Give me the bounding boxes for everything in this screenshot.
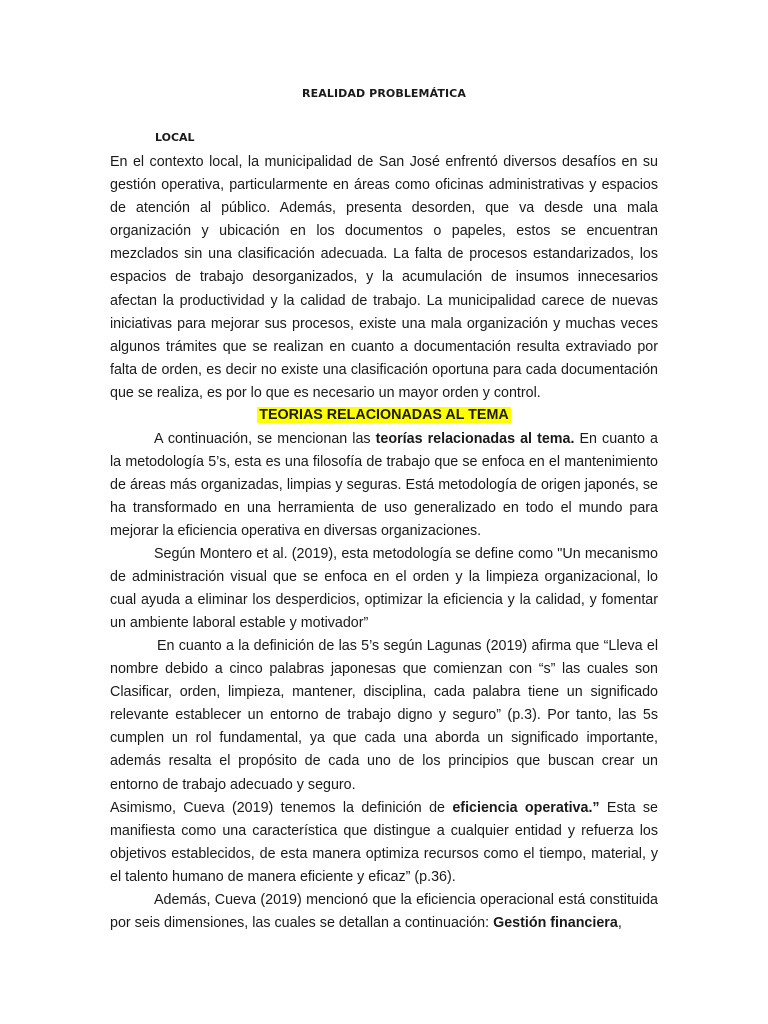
paragraph-theories-intro: [110, 428, 658, 543]
section-heading-row: [110, 405, 658, 426]
section-heading-theories: TEORIAS RELACIONADAS AL TEMA: [259, 407, 509, 423]
paragraph-operational-efficiency: [110, 797, 658, 889]
paragraph-local-context: En el contexto local, la municipalidad de San José enfrentó diversos desafíos en su gestión operativa, particularmente en áreas como oficinas administrativas y espacios de atención al público. Además, presenta desorden, que va desde una mala organización y ubicación en los documentos o papeles, estos se encuentran mezclados sin una clasificación adecuada. La falta de procesos estandarizados, los espacios de trabajo desorganizados, y la acumulación de insumos innecesarios afectan la productividad y la calidad de trabajo. La municipalidad carece de nuevas iniciativas para mejorar sus procesos, existe una mala organización y muchas veces algunos trámites que se realizan en cuanto a documentación resulta extraviado por falta de orden, es decir no existe una clasificación oportuna para cada documentación que se realiza, es por lo que es necesario un mayor orden y control.: [110, 154, 658, 401]
paragraph-lagunas-definition: En cuanto a la definición de las 5’s según Lagunas (2019) afirma que “Lleva el nombre debido a cinco palabras japonesas que comienzan con “s” las cuales son Clasificar, orden, limpieza, mantener, disciplina, cada palabra tiene un significado relevante establecer un entorno de trabajo digno y seguro” (p.3). Por tanto, las 5s cumplen un rol fundamental, ya que cada una aborda un significado importante, además resalta el propósito de cada uno de los principios que buscan crear un entorno de trabajo adecuado y seguro.: [110, 638, 658, 793]
paragraph-montero-definition: Según Montero et al. (2019), esta metodología se define como "Un mecanismo de administración visual que se enfoca en el orden y la limpieza organizacional, lo cual ayuda a eliminar los desperdicios, optimizar la eficiencia y la calidad, y fomentar un ambiente laboral estable y motivador”: [110, 546, 658, 632]
bold-phrase-financial-management: Gestión financiera: [493, 915, 618, 932]
paragraph-text: ,: [617, 915, 622, 932]
page-title: REALIDAD PROBLEMÁTICA: [302, 87, 466, 100]
paragraph-efficiency-dimensions: [110, 889, 658, 935]
paragraph-text: Además, Cueva (2019) mencionó que la eficiencia operacional está constituida por seis dimensiones, las cuales se detallan a continuación:: [110, 892, 658, 932]
bold-phrase-efficiency: eficiencia operativa.”: [452, 800, 600, 816]
bold-phrase-theories: teorías relacionadas al tema.: [375, 431, 575, 447]
paragraph-text: Esta se manifiesta como una característica que distingue a cualquier entidad y refuerza los objetivos establecidos, de esta manera optimiza recursos como el tiempo, material, y el talento humano de manera eficiente y eficaz” (p.36).: [110, 800, 658, 886]
paragraph-text: A continuación, se mencionan las: [154, 431, 376, 447]
paragraph-text: En cuanto a la metodología 5’s, esta es una filosofía de trabajo que se enfoca en el mantenimiento de áreas más organizadas, limpias y seguras. Está metodología de origen japonés, se ha transformado en una herramienta de uso generalizado en todo el mundo para mejorar la eficiencia operativa en diversas organizaciones.: [110, 431, 658, 540]
paragraph-text: Asimismo, Cueva (2019) tenemos la definición de: [110, 800, 453, 816]
subsection-label-local: LOCAL: [155, 131, 195, 144]
